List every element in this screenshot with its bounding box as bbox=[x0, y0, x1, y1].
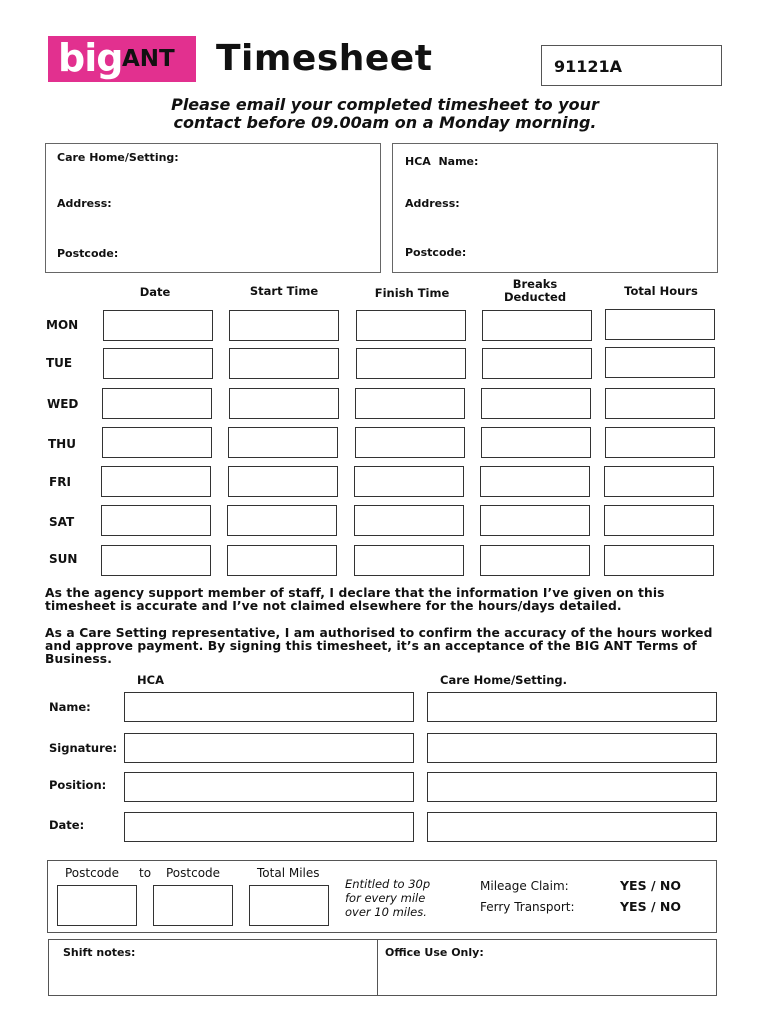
hca-postcode-label: Postcode: bbox=[405, 246, 467, 259]
header-total-hours: Total Hours bbox=[624, 284, 698, 298]
hca-signature-input[interactable] bbox=[124, 733, 414, 763]
sun-date-input[interactable] bbox=[101, 545, 211, 576]
thu-total-hours-input[interactable] bbox=[605, 427, 715, 458]
care-date-input[interactable] bbox=[427, 812, 717, 842]
header-date: Date bbox=[139, 285, 171, 299]
agency-declaration: As the agency support member of staff, I declare that the information I’ve given on this timesheet is accurate and I’ve not claimed elsewhere for the hours/days detailed. bbox=[45, 586, 665, 613]
sat-start-time-input[interactable] bbox=[227, 505, 337, 536]
tue-start-time-input[interactable] bbox=[229, 348, 339, 379]
signoff-name-label: Name: bbox=[49, 700, 91, 714]
office-use-label: Office Use Only: bbox=[385, 946, 484, 959]
hca-name-input[interactable] bbox=[124, 692, 414, 722]
instruction-line-2: contact before 09.00am on a Monday morning. bbox=[173, 113, 597, 132]
care-home-postcode-label: Postcode: bbox=[57, 247, 119, 260]
mileage-claim-label: Mileage Claim: bbox=[480, 879, 569, 893]
thu-date-input[interactable] bbox=[102, 427, 212, 458]
care-home-setting-label: Care Home/Setting: bbox=[57, 151, 179, 164]
shift-notes-label: Shift notes: bbox=[63, 946, 136, 959]
day-label-fri: FRI bbox=[49, 475, 71, 489]
hca-name-label: HCA Name: bbox=[405, 155, 479, 168]
day-label-mon: MON bbox=[46, 318, 79, 332]
thu-start-time-input[interactable] bbox=[228, 427, 338, 458]
thu-finish-time-input[interactable] bbox=[355, 427, 465, 458]
fri-breaks-input[interactable] bbox=[480, 466, 590, 497]
wed-finish-time-input[interactable] bbox=[355, 388, 465, 419]
sat-finish-time-input[interactable] bbox=[354, 505, 464, 536]
signoff-hca-heading: HCA bbox=[137, 673, 164, 687]
day-label-sun: SUN bbox=[49, 552, 78, 566]
wed-start-time-input[interactable] bbox=[229, 388, 339, 419]
mon-date-input[interactable] bbox=[103, 310, 213, 341]
mileage-claim-yes-no[interactable]: YES / NO bbox=[620, 878, 681, 893]
ferry-transport-yes-no[interactable]: YES / NO bbox=[620, 899, 681, 914]
mon-start-time-input[interactable] bbox=[229, 310, 339, 341]
instruction-line-1: Please email your completed timesheet to your bbox=[171, 95, 599, 114]
day-label-wed: WED bbox=[47, 397, 79, 411]
signoff-date-label: Date: bbox=[49, 818, 85, 832]
signoff-position-label: Position: bbox=[49, 778, 107, 792]
mileage-to-label: to bbox=[139, 866, 152, 880]
total-miles-input[interactable] bbox=[249, 885, 329, 926]
sat-date-input[interactable] bbox=[101, 505, 211, 536]
postcode-from-input[interactable] bbox=[57, 885, 137, 926]
sun-start-time-input[interactable] bbox=[227, 545, 337, 576]
fri-total-hours-input[interactable] bbox=[604, 466, 714, 497]
sun-total-hours-input[interactable] bbox=[604, 545, 714, 576]
entitled-line-2: for every mile bbox=[345, 891, 426, 905]
wed-total-hours-input[interactable] bbox=[605, 388, 715, 419]
sat-breaks-input[interactable] bbox=[480, 505, 590, 536]
mileage-postcode-to-label: Postcode bbox=[166, 866, 221, 880]
tue-total-hours-input[interactable] bbox=[605, 347, 715, 378]
tue-finish-time-input[interactable] bbox=[356, 348, 466, 379]
brand-logo bbox=[48, 36, 196, 82]
mileage-postcode-from-label: Postcode bbox=[65, 866, 120, 880]
mon-finish-time-input[interactable] bbox=[356, 310, 466, 341]
sat-total-hours-input[interactable] bbox=[604, 505, 714, 536]
wed-date-input[interactable] bbox=[102, 388, 212, 419]
tue-date-input[interactable] bbox=[103, 348, 213, 379]
shift-notes-box[interactable] bbox=[48, 939, 378, 996]
sun-breaks-input[interactable] bbox=[480, 545, 590, 576]
fri-date-input[interactable] bbox=[101, 466, 211, 497]
reference-code-box bbox=[541, 45, 722, 86]
mon-total-hours-input[interactable] bbox=[605, 309, 715, 340]
office-use-box bbox=[377, 939, 717, 996]
sun-finish-time-input[interactable] bbox=[354, 545, 464, 576]
entitled-line-1: Entitled to 30p bbox=[345, 877, 431, 891]
hca-address-label: Address: bbox=[405, 197, 460, 210]
tue-breaks-input[interactable] bbox=[482, 348, 592, 379]
logo-big-text: big bbox=[58, 36, 123, 80]
day-label-sat: SAT bbox=[49, 515, 75, 529]
header-breaks-deducted: Breaks Deducted bbox=[503, 277, 567, 304]
header-start-time: Start Time bbox=[249, 284, 319, 298]
mileage-section bbox=[47, 860, 717, 933]
care-home-address-label: Address: bbox=[57, 197, 112, 210]
thu-breaks-input[interactable] bbox=[481, 427, 591, 458]
care-setting-declaration: As a Care Setting representative, I am authorised to confirm the accuracy of the hours worked and approve payment. By signing this timesheet, it’s an acceptance of the BIG ANT Terms of Business. bbox=[45, 626, 713, 666]
entitled-line-3: over 10 miles. bbox=[345, 905, 427, 919]
care-signature-input[interactable] bbox=[427, 733, 717, 763]
instruction-text bbox=[100, 96, 670, 132]
page-title: Timesheet bbox=[216, 38, 433, 79]
day-label-thu: THU bbox=[48, 437, 76, 451]
care-home-details-box[interactable] bbox=[45, 143, 381, 273]
wed-breaks-input[interactable] bbox=[481, 388, 591, 419]
care-name-input[interactable] bbox=[427, 692, 717, 722]
signoff-signature-label: Signature: bbox=[49, 741, 118, 755]
mileage-total-miles-label: Total Miles bbox=[257, 866, 320, 880]
hca-date-input[interactable] bbox=[124, 812, 414, 842]
postcode-to-input[interactable] bbox=[153, 885, 233, 926]
day-label-tue: TUE bbox=[46, 356, 73, 370]
signoff-care-heading: Care Home/Setting. bbox=[440, 673, 567, 687]
fri-start-time-input[interactable] bbox=[228, 466, 338, 497]
mon-breaks-input[interactable] bbox=[482, 310, 592, 341]
hca-details-box[interactable] bbox=[392, 143, 718, 273]
mileage-entitlement-note bbox=[345, 877, 430, 919]
hca-position-input[interactable] bbox=[124, 772, 414, 802]
reference-code: 91121A bbox=[554, 57, 623, 76]
header-finish-time: Finish Time bbox=[374, 286, 450, 300]
logo-ant-text: ANT bbox=[122, 46, 175, 72]
fri-finish-time-input[interactable] bbox=[354, 466, 464, 497]
care-position-input[interactable] bbox=[427, 772, 717, 802]
ferry-transport-label: Ferry Transport: bbox=[480, 900, 575, 914]
